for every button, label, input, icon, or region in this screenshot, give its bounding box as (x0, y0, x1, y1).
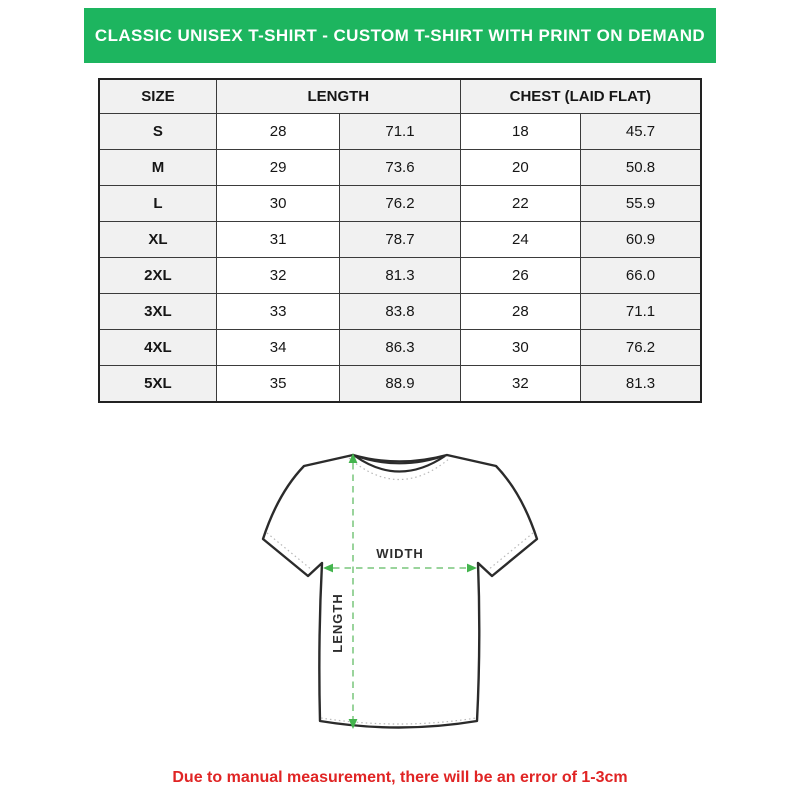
table-row (99, 150, 701, 186)
length-cm-cell: 78.7 (340, 222, 460, 258)
chest-in-cell: 22 (460, 186, 580, 222)
tshirt-outline (263, 455, 537, 728)
chest-cm-cell: 71.1 (581, 294, 701, 330)
chest-in-cell: 26 (460, 258, 580, 294)
page-title: CLASSIC UNISEX T-SHIRT - CUSTOM T-SHIRT WITH PRINT ON DEMAND (94, 25, 706, 45)
size-cell: L (99, 186, 216, 222)
chest-cm-cell: 55.9 (581, 186, 701, 222)
length-cm-cell: 86.3 (340, 330, 460, 366)
length-in-cell: 33 (216, 294, 339, 330)
chest-cm-cell: 60.9 (581, 222, 701, 258)
header-size: SIZE (99, 79, 216, 114)
table-row (99, 222, 701, 258)
chest-cm-cell: 45.7 (581, 114, 701, 150)
size-cell: M (99, 150, 216, 186)
length-in-cell: 31 (216, 222, 339, 258)
title-banner (84, 8, 716, 63)
chest-in-cell: 32 (460, 366, 580, 403)
size-table (98, 78, 702, 403)
length-cm-cell: 71.1 (340, 114, 460, 150)
chest-in-cell: 18 (460, 114, 580, 150)
size-cell: 5XL (99, 366, 216, 403)
size-cell: 3XL (99, 294, 216, 330)
chest-cm-cell: 66.0 (581, 258, 701, 294)
length-in-cell: 34 (216, 330, 339, 366)
chest-in-cell: 24 (460, 222, 580, 258)
size-cell: S (99, 114, 216, 150)
chest-cm-cell: 81.3 (581, 366, 701, 403)
table-row (99, 258, 701, 294)
table-row (99, 330, 701, 366)
length-cm-cell: 83.8 (340, 294, 460, 330)
chest-cm-cell: 76.2 (581, 330, 701, 366)
length-cm-cell: 76.2 (340, 186, 460, 222)
length-in-cell: 28 (216, 114, 339, 150)
size-cell: XL (99, 222, 216, 258)
size-cell: 4XL (99, 330, 216, 366)
table-row (99, 186, 701, 222)
chest-cm-cell: 50.8 (581, 150, 701, 186)
size-cell: 2XL (99, 258, 216, 294)
header-chest: CHEST (LAID FLAT) (460, 79, 701, 114)
tshirt-measurement-diagram (250, 441, 550, 751)
length-in-cell: 30 (216, 186, 339, 222)
length-label: LENGTH (330, 593, 345, 653)
table-row (99, 114, 701, 150)
length-in-cell: 29 (216, 150, 339, 186)
size-chart-page (0, 8, 800, 787)
table-row (99, 366, 701, 403)
table-row (99, 294, 701, 330)
table-header-row (99, 79, 701, 114)
header-length: LENGTH (216, 79, 460, 114)
measurement-disclaimer: Due to manual measurement, there will be an error of 1-3cm (172, 769, 628, 786)
width-label: WIDTH (376, 546, 424, 561)
length-in-cell: 35 (216, 366, 339, 403)
length-cm-cell: 73.6 (340, 150, 460, 186)
chest-in-cell: 20 (460, 150, 580, 186)
length-cm-cell: 81.3 (340, 258, 460, 294)
chest-in-cell: 30 (460, 330, 580, 366)
length-in-cell: 32 (216, 258, 339, 294)
length-cm-cell: 88.9 (340, 366, 460, 403)
tshirt-diagram-svg (250, 441, 550, 751)
chest-in-cell: 28 (460, 294, 580, 330)
